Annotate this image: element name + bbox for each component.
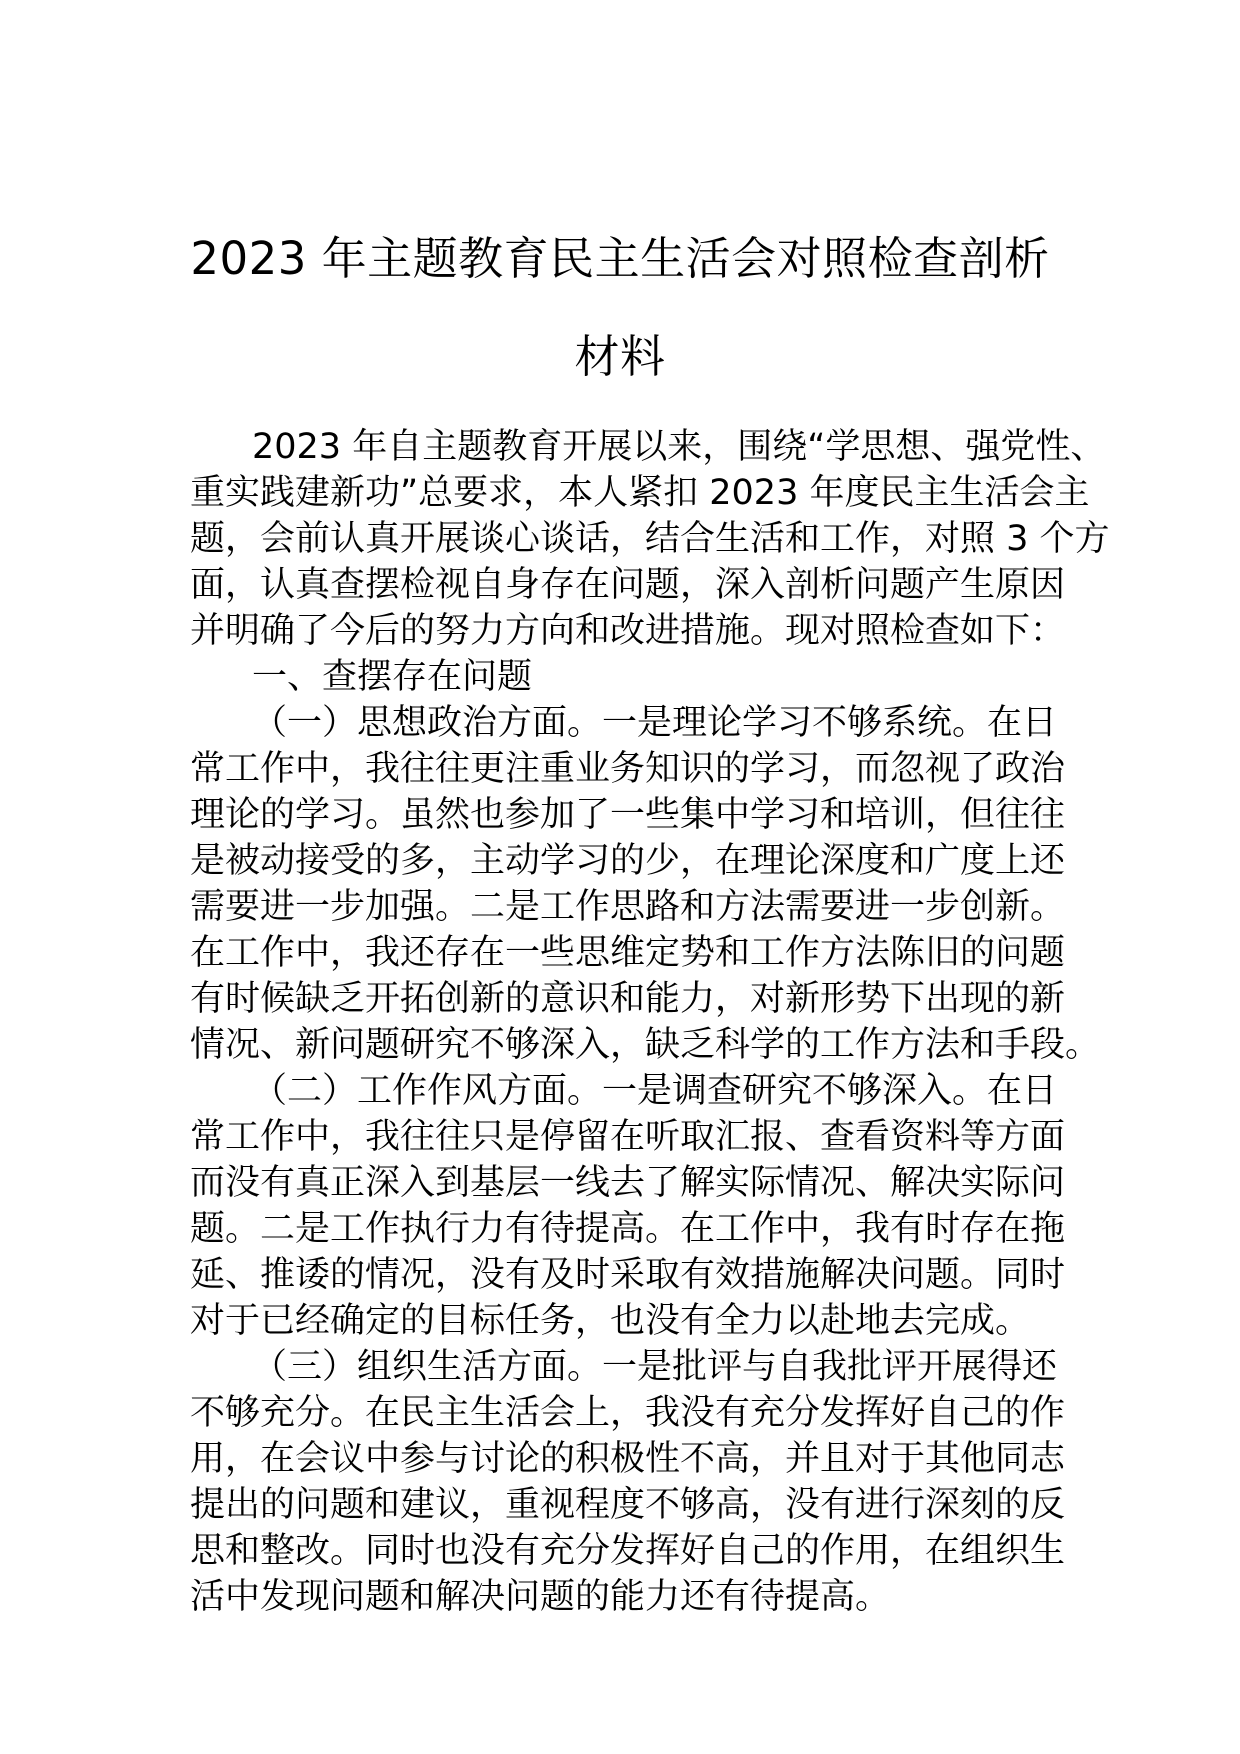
document-title (130, 210, 1110, 406)
text-line: 常工作中，我往往更注重业务知识的学习，而忽视了政治 (190, 749, 1066, 789)
text-line: 提出的问题和建议，重视程度不够高，没有进行深刻的反 (190, 1485, 1066, 1525)
paragraph-ideology (190, 700, 1101, 1068)
text-line: 不够充分。在民主生活会上，我没有充分发挥好自己的作 (190, 1393, 1066, 1433)
text-line: 在工作中，我还存在一些思维定势和工作方法陈旧的问题 (190, 933, 1066, 973)
text-line: 活中发现问题和解决问题的能力还有待提高。 (190, 1577, 891, 1617)
text-line: （二）工作作风方面。一是调查研究不够深入。在日 (252, 1071, 1058, 1111)
title-line: 材料 (574, 330, 666, 383)
title-line: 2023 年主题教育民主生活会对照检查剖析 (190, 232, 1050, 285)
text-line: 题。二是工作执行力有待提高。在工作中，我有时存在拖 (190, 1209, 1066, 1249)
text-line: （一）思想政治方面。一是理论学习不够系统。在日 (252, 703, 1058, 743)
text-line: 常工作中，我往往只是停留在听取汇报、查看资料等方面 (190, 1117, 1066, 1157)
text-line: 面，认真查摆检视自身存在问题，深入剖析问题产生原因 (190, 565, 1066, 605)
text-line: 2023 年自主题教育开展以来，围绕“学思想、强党性、 (252, 427, 1106, 467)
text-line: 延、推诿的情况，没有及时采取有效措施解决问题。同时 (190, 1255, 1066, 1295)
section-heading (190, 654, 1070, 700)
text-line: 需要进一步加强。二是工作思路和方法需要进一步创新。 (190, 887, 1066, 927)
text-line: 理论的学习。虽然也参加了一些集中学习和培训，但往往 (190, 795, 1066, 835)
text-line: 思和整改。同时也没有充分发挥好自己的作用，在组织生 (190, 1531, 1066, 1571)
text-line: 题，会前认真开展谈心谈话，结合生活和工作，对照 3 个方 (190, 519, 1110, 559)
text-line: 情况、新问题研究不够深入，缺乏科学的工作方法和手段。 (190, 1025, 1101, 1065)
text-line: 有时候缺乏开拓创新的意识和能力，对新形势下出现的新 (190, 979, 1066, 1019)
paragraph-work-style (190, 1068, 1070, 1344)
text-line: 一、查摆存在问题 (252, 657, 533, 697)
text-line: 是被动接受的多，主动学习的少，在理论深度和广度上还 (190, 841, 1066, 881)
text-line: 并明确了今后的努力方向和改进措施。现对照检查如下： (190, 611, 1066, 651)
text-line: 重实践建新功”总要求，本人紧扣 2023 年度民主生活会主 (190, 473, 1090, 513)
text-line: 而没有真正深入到基层一线去了解实际情况、解决实际问 (190, 1163, 1066, 1203)
paragraph-organization (190, 1344, 1070, 1620)
paragraph-intro (190, 424, 1110, 654)
document-body (190, 424, 1110, 1620)
text-line: （三）组织生活方面。一是批评与自我批评开展得还 (252, 1347, 1058, 1387)
text-line: 对于已经确定的目标任务，也没有全力以赴地去完成。 (190, 1301, 1031, 1341)
text-line: 用，在会议中参与讨论的积极性不高，并且对于其他同志 (190, 1439, 1066, 1479)
